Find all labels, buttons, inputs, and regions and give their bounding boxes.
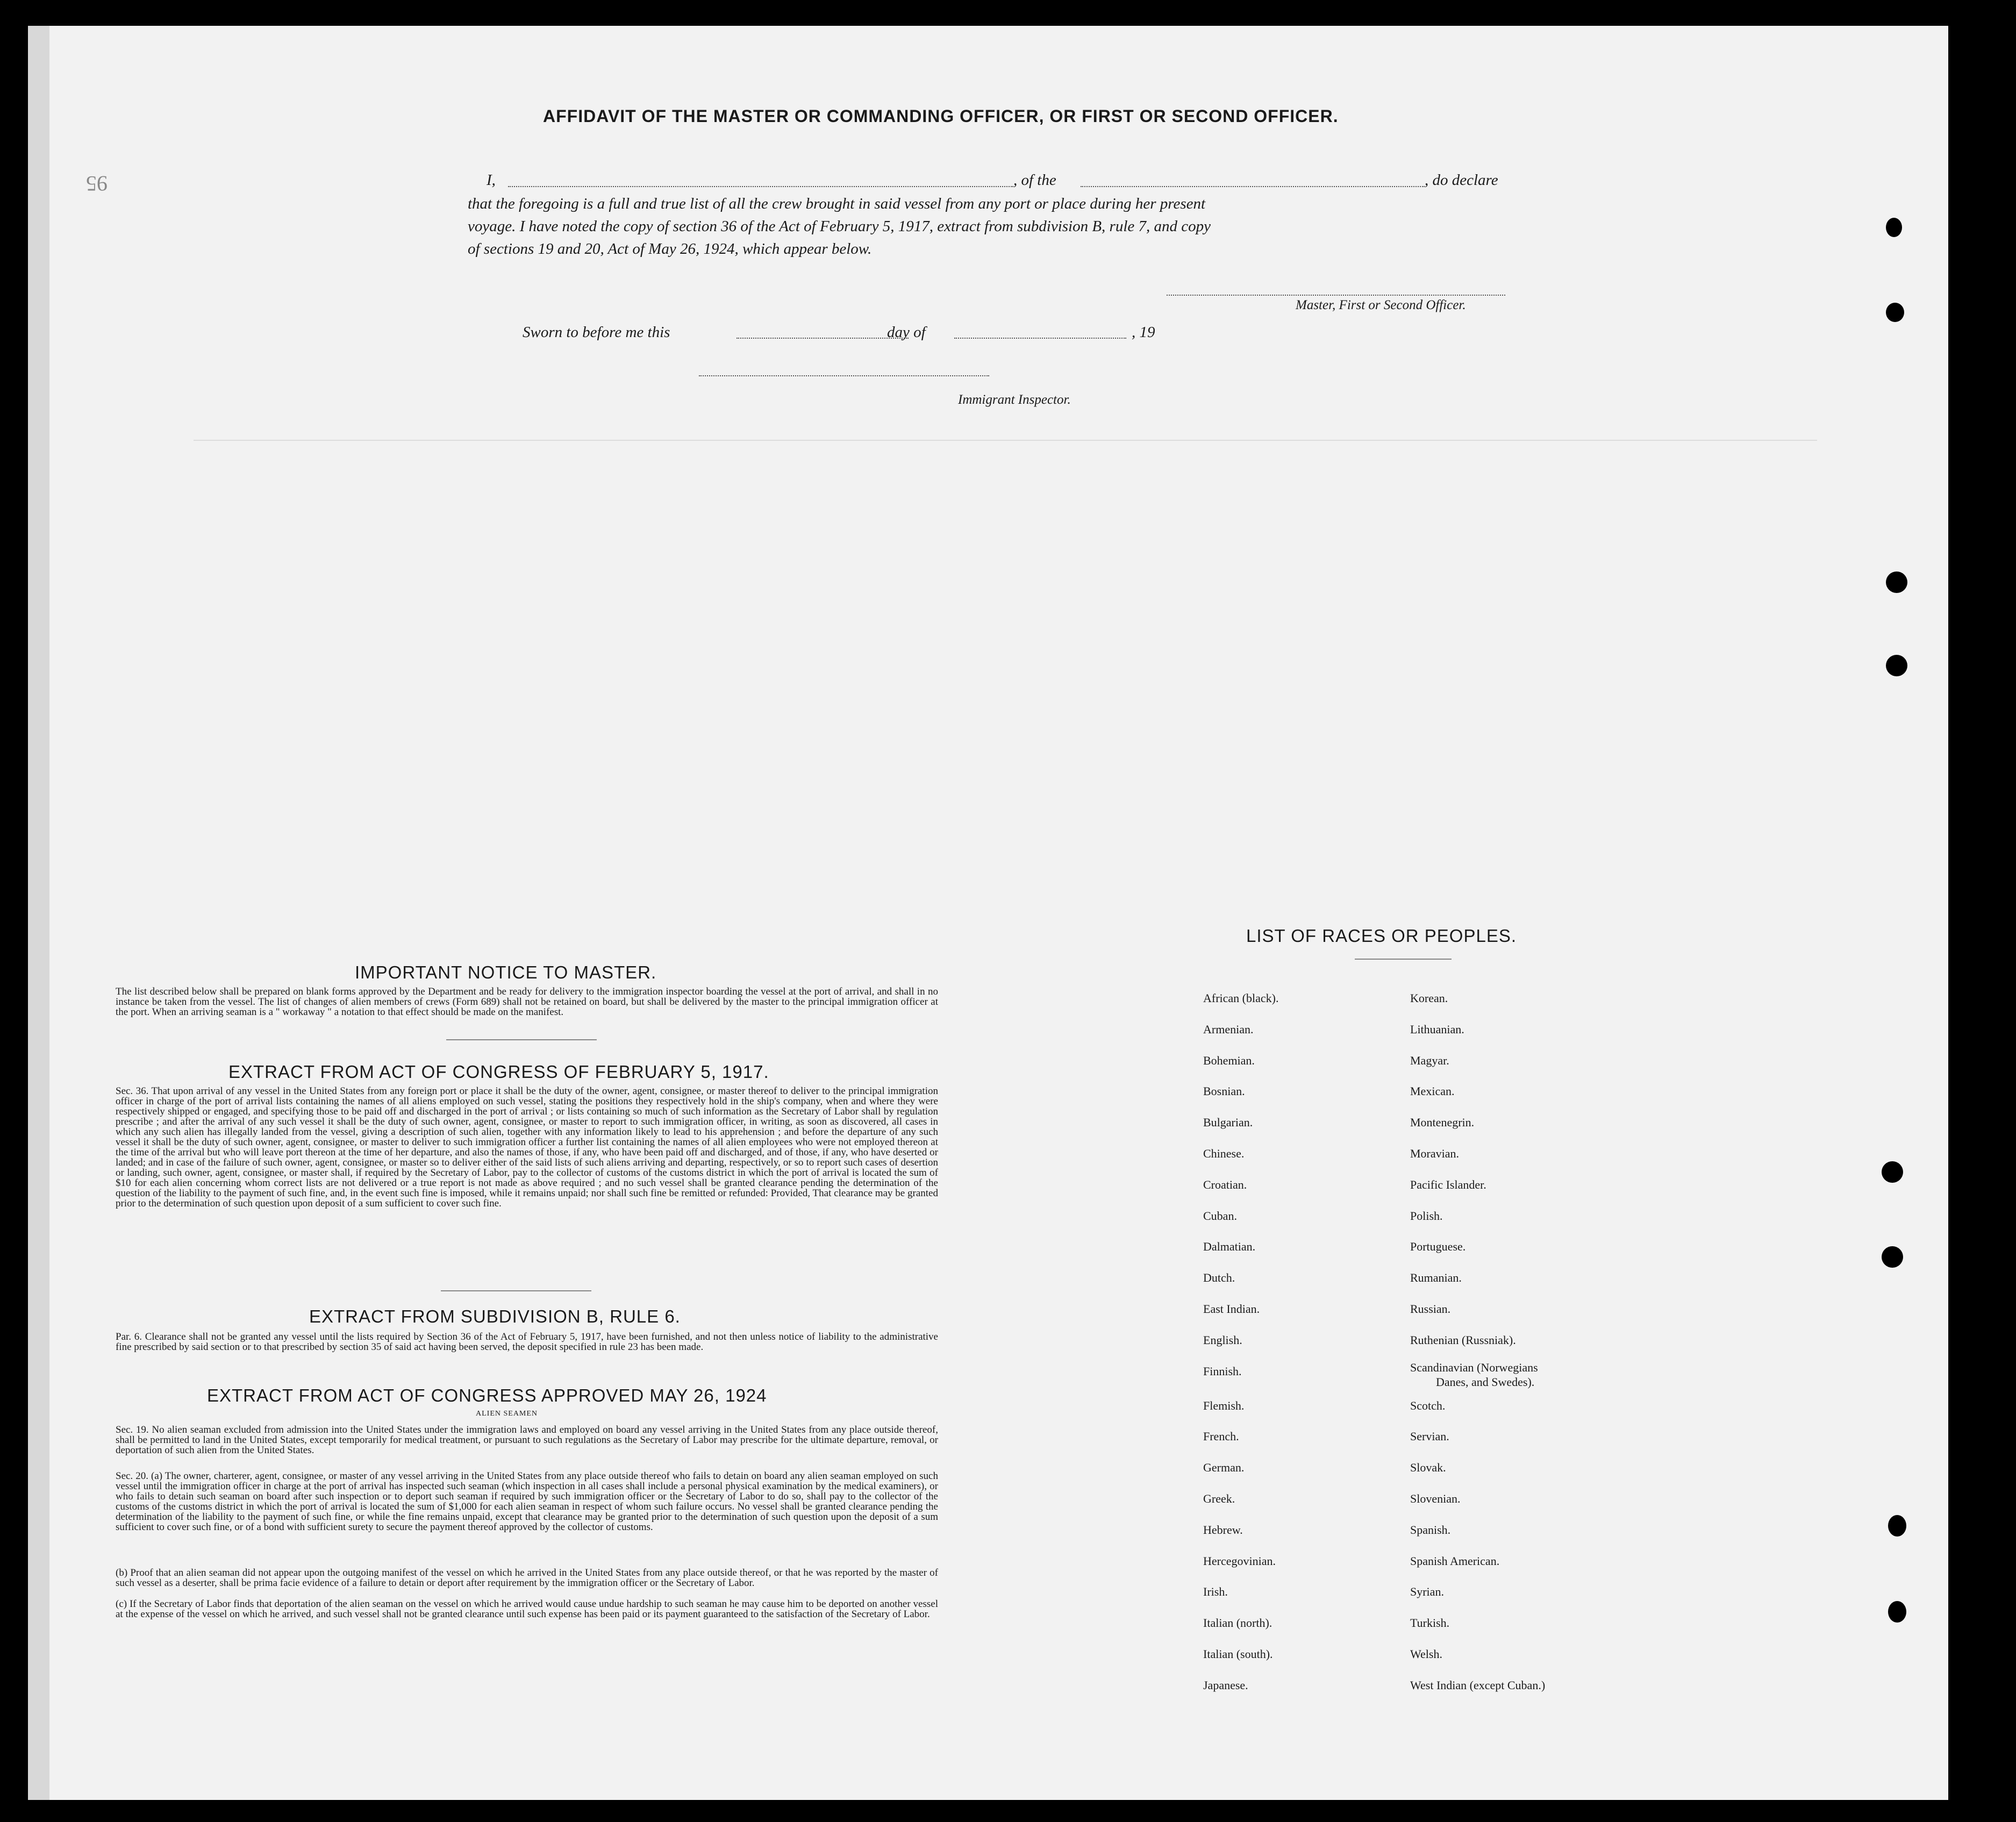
race-item: African (black). xyxy=(1203,991,1279,1005)
sworn-day-line[interactable] xyxy=(737,338,909,339)
punch-hole xyxy=(1882,1161,1903,1183)
races-title: LIST OF RACES OR PEOPLES. xyxy=(1246,926,1517,946)
sec20c-body: (c) If the Secretary of Labor finds that deportation of the alien seaman on the vessel on which he arrived would cause undue hardship to such seaman he may cause him to be deported on another vessel at the expense of the vessel on which he arrived, and such vessel shall not be granted clearance until such expense has been paid or its payment guaranteed to the satisfaction of the Secretary of Labor. xyxy=(116,1598,938,1620)
race-item-scandinavian: Scandinavian (Norwegians xyxy=(1410,1360,1538,1374)
race-item: Italian (north). xyxy=(1203,1616,1272,1630)
extract-1924-subtitle: ALIEN SEAMEN xyxy=(476,1410,538,1418)
race-item: Bosnian. xyxy=(1203,1084,1245,1098)
race-item: Lithuanian. xyxy=(1410,1022,1464,1036)
extract-1917-title: EXTRACT FROM ACT OF CONGRESS OF FEBRUARY 5, 1917. xyxy=(228,1062,769,1082)
race-item: Bohemian. xyxy=(1203,1053,1255,1067)
race-item-continuation: Danes, and Swedes). xyxy=(1436,1375,1535,1389)
vessel-blank-line[interactable] xyxy=(1081,186,1425,187)
race-item: Ruthenian (Russniak). xyxy=(1410,1333,1516,1347)
rule6-title: EXTRACT FROM SUBDIVISION B, RULE 6. xyxy=(309,1306,681,1326)
race-item: German. xyxy=(1203,1461,1245,1475)
bleed-through-rule xyxy=(194,440,1817,441)
race-item: Chinese. xyxy=(1203,1146,1245,1160)
day-of-label: day of xyxy=(887,324,926,341)
race-item: Armenian. xyxy=(1203,1022,1254,1036)
sec20a-body: Sec. 20. (a) The owner, charterer, agent, consignee, or master of any vessel arriving in the United States from any place outside thereof who fails to detain on board any alien seaman employed on such vessel until the immigration officer in charge at the port of arrival has inspected such seaman (which inspection in all cases shall include a personal physical examination by the medical examiners), or who fails to detain such seaman on board after such inspection or to deport such seaman if required by such immigration officer or the Secretary of Labor to do so, shall pay to the collector of the customs of the customs district in which the port of arrival is located the sum of $1,000 for each alien seaman in respect of whom such failure occurs. No vessel shall be granted clearance pending the determination of the liability to the payment of such fine, or while the fine remains unpaid, except that clearance may be granted prior to the determination of such question upon the deposit of a sum sufficient to cover such fine, or of a bond with sufficient surety to secure the payment thereof approved by the collector of customs. xyxy=(116,1470,938,1533)
races-title-rule xyxy=(1355,959,1452,960)
extract-1917-body: Sec. 36. That upon arrival of any vessel in the United States from any foreign port or place it shall be the duty of the owner, agent, consignee, or master thereof to deliver to the principal immigration officer in charge of the port of arrival lists containing the names of all aliens employed on such vessel, stating the positions they respectively hold in the ship's company, when and where they were respectively shipped or engaged, and specifying those to be paid off and discharged in the port of arrival ; or lists containing so much of such information as the Secretary of Labor shall by regulation prescribe ; and after the arrival of any such vessel it shall be the duty of such owner, agent, consignee, or master to report to such immigration officer, in writing, as soon as discovered, all cases in which any such alien has illegally landed from the vessel, giving a description of such alien, together with any information likely to lead to his apprehension ; and before the departure of any such vessel it shall be the duty of such owner, agent, consignee, or master to deliver to such immigration officer a further list containing the names of all alien employees who were not employed thereon at the time of the arrival but who will leave port thereon at the time of her departure, and also the names of those, if any, who have been paid off and discharged, and of those, if any, who have deserted or landed; and in case of the failure of such owner, agent, consignee, or master so to deliver either of the said lists of such aliens arriving and departing, respectively, or so to report such cases of desertion or landing, such owner, agent, consignee, or master shall, if required by the Secretary of Labor, pay to the collector of customs of the customs district in which the port of arrival is located the sum of $10 for each alien concerning whom correct lists are not delivered or a true report is not made as above required ; and no such vessel shall be granted clearance pending the determination of the question of the liability to the payment of such fine, and, in the event such fine is imposed, while it remains unpaid; nor shall such fine be remitted or refunded: Provided, That clearance may be granted prior to the determination of such question upon deposit of a sum sufficient to cover such fine. xyxy=(116,1085,938,1209)
race-item: French. xyxy=(1203,1430,1239,1444)
race-item: Bulgarian. xyxy=(1203,1116,1253,1130)
affidavit-body-line-1: that the foregoing is a full and true list of all the crew brought in said vessel from any port or place during her present xyxy=(468,195,1206,212)
margin-note: 95 xyxy=(86,172,108,196)
race-item: Turkish. xyxy=(1410,1616,1450,1630)
signature-line[interactable] xyxy=(1167,295,1505,296)
rule6-body: Par. 6. Clearance shall not be granted any vessel until the lists required by Section 36 of the Act of February 5, 1917, have been furnished, and not then unless notice of liability to the administrative fine prescribed by said section or to that prescribed by section 35 of said act having been served, the deposit specified in rule 23 has been made. xyxy=(116,1331,938,1353)
race-item: English. xyxy=(1203,1333,1242,1347)
race-item: Cuban. xyxy=(1203,1209,1237,1223)
affidavit-of-the: , of the xyxy=(1013,172,1056,189)
affidavit-title: AFFIDAVIT OF THE MASTER OR COMMANDING OFFICER, OR FIRST OR SECOND OFFICER. xyxy=(543,106,1339,126)
extract-1924-title: EXTRACT FROM ACT OF CONGRESS APPROVED MAY 26, 1924 xyxy=(207,1385,767,1405)
race-item: Spanish American. xyxy=(1410,1554,1500,1568)
race-item: Finnish. xyxy=(1203,1364,1242,1378)
notice-title: IMPORTANT NOTICE TO MASTER. xyxy=(355,962,657,982)
race-item: Magyar. xyxy=(1410,1053,1449,1067)
race-item: Pacific Islander. xyxy=(1410,1177,1486,1191)
affidavit-body-line-2: voyage. I have noted the copy of section 36 of the Act of February 5, 1917, extract from subdivision B, rule 7, and copy xyxy=(468,218,1211,235)
name-blank-line[interactable] xyxy=(508,186,1013,187)
race-item: Hercegovinian. xyxy=(1203,1554,1276,1568)
punch-hole xyxy=(1886,571,1907,593)
signature-label: Master, First or Second Officer. xyxy=(1296,298,1466,312)
section-divider xyxy=(446,1039,597,1040)
race-item: East Indian. xyxy=(1203,1302,1260,1316)
punch-hole xyxy=(1886,303,1904,322)
race-item: Polish. xyxy=(1410,1209,1443,1223)
race-item: Croatian. xyxy=(1203,1177,1247,1191)
race-item: Scotch. xyxy=(1410,1398,1446,1412)
notice-body: The list described below shall be prepared on blank forms approved by the Department and be ready for delivery to the immigration inspector boarding the vessel at the port of arrival, and shall in no instance be taken from the vessel. The list of changes of alien members of crews (Form 689) shall not be retained on board, but shall be delivered by the master to the principal immigration officer at the port. When an arriving seaman is a " workaway " a notation to that effect should be made on the manifest. xyxy=(116,986,938,1018)
sheet-edge-shadow xyxy=(28,26,49,1800)
race-item: Slovak. xyxy=(1410,1461,1446,1475)
race-item: Japanese. xyxy=(1203,1678,1248,1692)
inspector-signature-line[interactable] xyxy=(699,375,989,376)
inspector-label: Immigrant Inspector. xyxy=(958,392,1071,407)
race-item: Portuguese. xyxy=(1410,1240,1466,1254)
race-item: Mexican. xyxy=(1410,1084,1455,1098)
race-item: Slovenian. xyxy=(1410,1491,1461,1505)
punch-hole xyxy=(1886,655,1907,676)
sworn-month-line[interactable] xyxy=(954,338,1126,339)
race-item: West Indian (except Cuban.) xyxy=(1410,1678,1546,1692)
races-left-column xyxy=(1203,983,1418,1701)
race-item: Dalmatian. xyxy=(1203,1240,1256,1254)
race-item: Russian. xyxy=(1410,1302,1451,1316)
punch-hole xyxy=(1882,1246,1903,1268)
race-item: Irish. xyxy=(1203,1585,1228,1599)
sec20b-body: (b) Proof that an alien seaman did not appear upon the outgoing manifest of the vessel on which he arrived in the United States from any place outside thereof, or that he was reported by the master of such vessel as a deserter, shall be prima facie evidence of a failure to detain or deport after requirement by the immigration officer or the Secretary of Labor. xyxy=(116,1567,938,1589)
race-item: Syrian. xyxy=(1410,1585,1444,1599)
race-item: Greek. xyxy=(1203,1491,1235,1505)
race-item: Welsh. xyxy=(1410,1647,1442,1661)
race-item: Korean. xyxy=(1410,991,1448,1005)
race-item: Rumanian. xyxy=(1410,1271,1462,1285)
race-item: Moravian. xyxy=(1410,1146,1460,1160)
year-prefix: , 19 xyxy=(1132,324,1155,341)
affidavit-body-line-3: of sections 19 and 20, Act of May 26, 1924, which appear below. xyxy=(468,240,872,258)
punch-hole xyxy=(1886,218,1902,237)
punch-hole xyxy=(1888,1601,1906,1623)
race-item: Spanish. xyxy=(1410,1523,1451,1537)
race-item xyxy=(1410,1356,1668,1390)
race-item: Flemish. xyxy=(1203,1398,1245,1412)
section-divider xyxy=(441,1290,591,1291)
sworn-label: Sworn to before me this xyxy=(523,324,670,341)
punch-hole xyxy=(1888,1515,1906,1537)
sec19-body: Sec. 19. No alien seaman excluded from admission into the United States under the immigration laws and employed on board any vessel arriving in the United States from any place outside thereof, shall be permitted to land in the United States, except temporarily for medical treatment, or pursuant to such regulations as the Secretary of Labor may prescribe for the ultimate departure, removal, or deportation of such alien from the United States. xyxy=(116,1424,938,1456)
races-right-column xyxy=(1410,983,1668,1701)
bleed-through-header xyxy=(301,91,311,119)
affidavit-i-label: I, xyxy=(487,172,496,189)
race-item: Dutch. xyxy=(1203,1271,1235,1285)
affidavit-do-declare: , do declare xyxy=(1425,172,1498,189)
race-item: Montenegrin. xyxy=(1410,1116,1475,1130)
race-item: Hebrew. xyxy=(1203,1523,1243,1537)
race-item: Italian (south). xyxy=(1203,1647,1273,1661)
race-item: Servian. xyxy=(1410,1430,1449,1444)
